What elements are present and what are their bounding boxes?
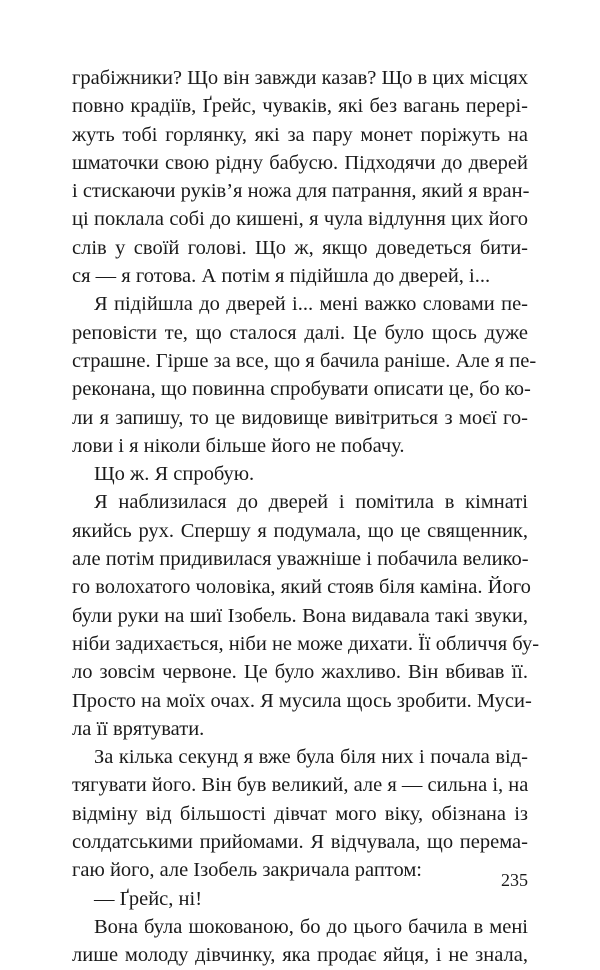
text-line: го волохатого чоловіка, який стояв біля каміна. Його <box>72 576 531 599</box>
text-line: слів у своїй голові. Що ж, якщо доведеться бити- <box>72 236 528 259</box>
text-line: реконана, що повинна спробувати описати це, бо ко- <box>72 378 531 401</box>
text-line: Просто на моїх очах. Я мусила щось зробити. Муси- <box>72 689 532 712</box>
text-line: шматочки свою рідну бабусю. Підходячи до дверей <box>72 151 528 174</box>
paragraph <box>72 885 528 913</box>
text-line: якийсь рух. Спершу я подумала, що це священник, <box>72 519 528 542</box>
text-line: грабіжники? Що він завжди казав? Що в цих місцях <box>72 67 529 89</box>
text-line: ніби задихається, ніби не може дихати. Її обличчя бу- <box>72 632 540 655</box>
paragraph <box>72 64 528 290</box>
text-line: і стискаючи руків’я ножа для патрання, який я вран- <box>72 180 530 203</box>
text-line: жуть тобі горлянку, які за пару монет поріжуть на <box>72 123 528 146</box>
text-line: ся — я готова. А потім я підійшла до дверей, і... <box>72 265 491 288</box>
text-line: Вона була шокованою, бо до цього бачила в мені <box>94 915 528 938</box>
text-line: відміну від більшості дівчат мого віку, обізнана із <box>72 802 528 825</box>
text-line: були руки на шиї Ізобель. Вона видавала такі звуки, <box>72 604 528 627</box>
text-line: страшне. Гірше за все, що я бачила раніше. Але я пе- <box>72 349 537 372</box>
paragraph <box>72 488 540 743</box>
paragraph <box>72 290 537 460</box>
text-line: Я підійшла до дверей і... мені важко словами пе- <box>94 293 528 316</box>
text-line: але потім придивилася уважніше і побачила велико- <box>72 548 529 571</box>
paragraph <box>72 913 528 970</box>
text-line: — Ґрейс, ні! <box>94 887 203 910</box>
text-line: лише молоду дівчинку, яка продає яйця, і не знала, <box>72 944 528 967</box>
text-line: ла її врятувати. <box>72 717 205 740</box>
text-line: тягувати його. Він був великий, але я — сильна і, на <box>72 774 529 797</box>
text-line: ли я запишу, то це видовище вивітриться з моєї го- <box>72 406 528 429</box>
text-line: ці поклала собі до кишені, я чула відлуння цих його <box>72 208 528 231</box>
text-line: реповісти те, що сталося далі. Це було щось дуже <box>72 321 528 344</box>
text-line: Що ж. Я спробую. <box>94 463 255 486</box>
paragraph <box>72 743 528 884</box>
text-line: За кілька секунд я вже була біля них і почала від- <box>94 746 528 769</box>
text-line: повно крадіїв, Ґрейс, чуваків, які без вагань перері- <box>72 95 528 118</box>
text-line: солдатськими прийомами. Я відчувала, що перема- <box>72 831 528 854</box>
paragraph <box>72 460 528 488</box>
book-page-text <box>72 64 540 970</box>
text-line: лови і я ніколи більше його не побачу. <box>72 434 405 457</box>
text-line: Я наблизилася до дверей і помітила в кімнаті <box>94 491 528 514</box>
page-number: 235 <box>501 870 528 890</box>
text-line: гаю його, але Ізобель закричала раптом: <box>72 859 423 882</box>
text-line: ло зовсім червоне. Це було жахливо. Він вбивав її. <box>72 661 528 684</box>
